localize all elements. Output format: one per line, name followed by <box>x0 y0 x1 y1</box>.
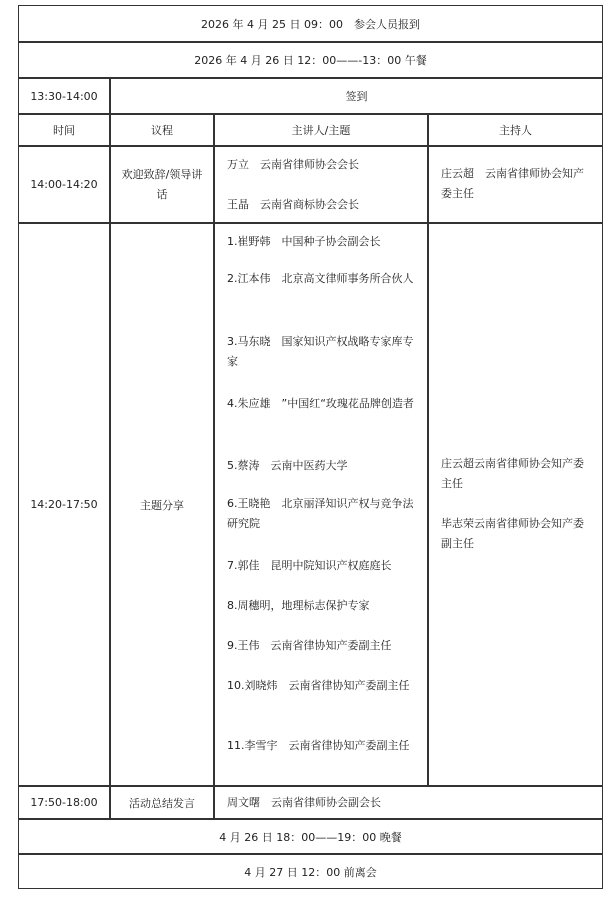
welcome-agenda: 欢迎致辞/领导讲话 <box>121 167 203 201</box>
registration-row <box>18 5 603 42</box>
theme-host-cell <box>428 223 603 786</box>
summary-time-cell <box>18 786 110 819</box>
theme-speaker-9: 9.王伟 云南省律协知产委副主任 <box>227 639 392 652</box>
theme-speaker-5: 5.蔡涛 云南中医药大学 <box>227 459 348 472</box>
theme-speaker-cell <box>214 223 428 786</box>
dinner-text: 4 月 26 日 18：00——19：00 晚餐 <box>219 830 402 844</box>
theme-speaker-1: 1.崔野韩 中国种子协会副会长 <box>227 235 381 248</box>
header-agenda: 议程 <box>151 124 173 137</box>
theme-speaker-4: 4.朱应雄 ”中国红“玫瑰花品牌创造者 <box>227 397 414 410</box>
header-speaker: 主讲人/主题 <box>291 124 351 137</box>
end-meeting-text: 4 月 27 日 12：00 前离会 <box>244 865 377 879</box>
header-time: 时间 <box>53 124 75 137</box>
signin-label: 签到 <box>345 90 368 103</box>
welcome-time: 14:00-14:20 <box>30 178 98 191</box>
theme-speaker-10: 10.刘晓炜 云南省律协知产委副主任 <box>227 679 410 692</box>
theme-speaker-6: 6.王晓艳 北京丽泽知识产权与竞争法研究院 <box>227 497 414 530</box>
theme-speaker-3: 3.马东晓 国家知识产权战略专家库专家 <box>227 335 414 368</box>
header-host: 主持人 <box>499 124 532 137</box>
welcome-host: 庄云超 云南省律师协会知产委主任 <box>441 167 584 200</box>
dinner-row <box>18 819 603 854</box>
signin-time-cell <box>18 78 110 114</box>
theme-agenda-cell <box>110 223 214 786</box>
header-time-cell <box>18 114 110 146</box>
header-agenda-cell <box>110 114 214 146</box>
header-speaker-cell <box>214 114 428 146</box>
theme-time-cell <box>18 223 110 786</box>
welcome-speaker-1: 万立 云南省律师协会会长 <box>227 158 359 171</box>
end-meeting-row <box>18 854 603 889</box>
welcome-time-cell <box>18 146 110 223</box>
summary-time: 17:50-18:00 <box>30 796 98 809</box>
summary-agenda: 活动总结发言 <box>129 796 195 810</box>
registration-text: 2026 年 4 月 25 日 09：00 参会人员报到 <box>201 17 420 31</box>
theme-host-1: 庄云超云南省律师协会知产委主任 <box>441 457 584 490</box>
lunch-row <box>18 42 603 78</box>
signin-label-cell <box>110 78 603 114</box>
signin-time: 13:30-14:00 <box>30 89 98 103</box>
welcome-host-cell <box>428 146 603 223</box>
welcome-speaker-cell <box>214 146 428 223</box>
summary-speaker: 周文曙 云南省律师协会副会长 <box>227 796 381 809</box>
summary-agenda-cell <box>110 786 214 819</box>
summary-speaker-cell <box>214 786 603 819</box>
welcome-agenda-cell <box>110 146 214 223</box>
theme-time: 14:20-17:50 <box>30 498 98 511</box>
header-host-cell <box>428 114 603 146</box>
theme-agenda: 主题分享 <box>140 498 184 512</box>
theme-speaker-11: 11.李雪宇 云南省律协知产委副主任 <box>227 739 410 752</box>
theme-speaker-8: 8.周穗明，地理标志保护专家 <box>227 599 370 612</box>
theme-host-2: 毕志荣云南省律师协会知产委副主任 <box>441 517 584 550</box>
welcome-speaker-2: 王晶 云南省商标协会会长 <box>227 198 359 211</box>
theme-speaker-2: 2.江本伟 北京高文律师事务所合伙人 <box>227 272 414 285</box>
theme-speaker-7: 7.郭佳 昆明中院知识产权庭庭长 <box>227 559 392 572</box>
lunch-text: 2026 年 4 月 26 日 12：00——-13：00 午餐 <box>194 54 427 67</box>
